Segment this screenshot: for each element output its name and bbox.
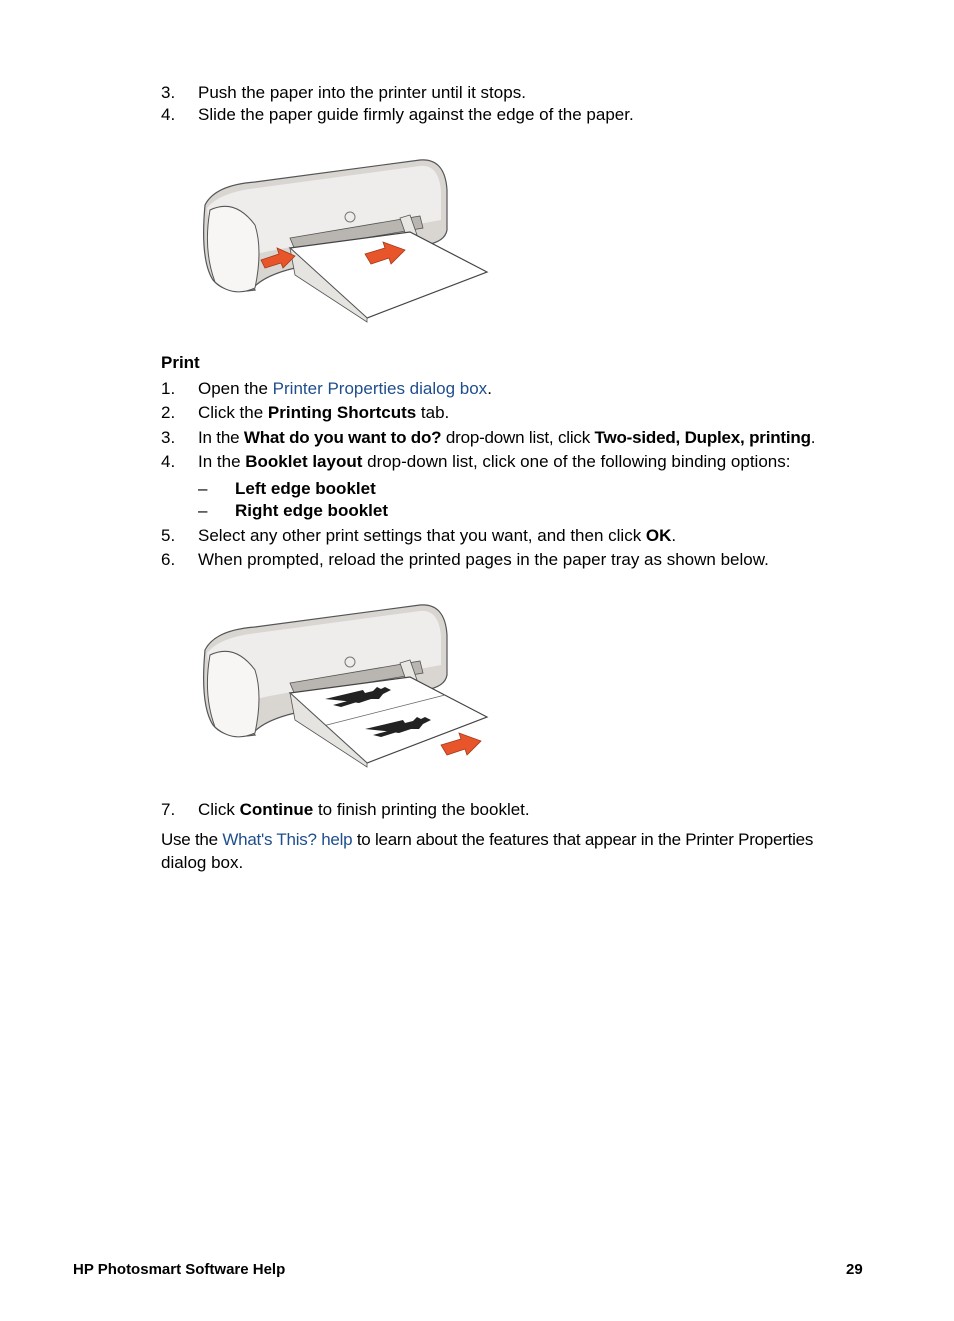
list-number: 4.	[161, 105, 176, 124]
list-text: Open the Printer Properties dialog box.	[198, 379, 492, 398]
help-note-line2: dialog box.	[161, 853, 244, 872]
printer-paper-insert-illustration	[195, 150, 495, 325]
option-label: Right edge booklet	[235, 501, 388, 520]
list-number: 3.	[161, 428, 176, 447]
list-text: Slide the paper guide firmly against the edge of the paper.	[198, 105, 634, 124]
list-text: When prompted, reload the printed pages in the paper tray as shown below.	[198, 550, 769, 569]
list-number: 1.	[161, 379, 176, 398]
list-dash: –	[198, 501, 208, 520]
page-number: 29	[846, 1261, 863, 1278]
footer-title: HP Photosmart Software Help	[73, 1261, 286, 1278]
list-number: 6.	[161, 550, 176, 569]
list-text: Click Continue to finish printing the booklet.	[198, 800, 530, 819]
list-number: 2.	[161, 403, 176, 422]
list-text: In the Booklet layout drop-down list, click one of the following binding options:	[198, 452, 791, 471]
list-number: 7.	[161, 800, 176, 819]
option-label: Left edge booklet	[235, 479, 376, 498]
list-text: Push the paper into the printer until it stops.	[198, 83, 526, 102]
printer-reload-illustration	[195, 595, 495, 770]
help-note: Use the What's This? help to learn about the features that appear in the Printer Properties	[161, 830, 814, 849]
list-number: 3.	[161, 83, 176, 102]
section-heading: Print	[161, 353, 200, 372]
list-text: Select any other print settings that you want, and then click OK.	[198, 526, 677, 545]
printer-properties-link[interactable]: Printer Properties dialog box	[272, 379, 488, 398]
list-text: Click the Printing Shortcuts tab.	[198, 403, 450, 422]
list-text: In the What do you want to do? drop-down list, click Two-sided, Duplex, printing.	[198, 428, 816, 447]
list-number: 5.	[161, 526, 176, 545]
insert-arrow-icon	[441, 733, 481, 755]
whats-this-help-link[interactable]: What's This? help	[222, 830, 353, 849]
list-dash: –	[198, 479, 208, 498]
list-number: 4.	[161, 452, 176, 471]
